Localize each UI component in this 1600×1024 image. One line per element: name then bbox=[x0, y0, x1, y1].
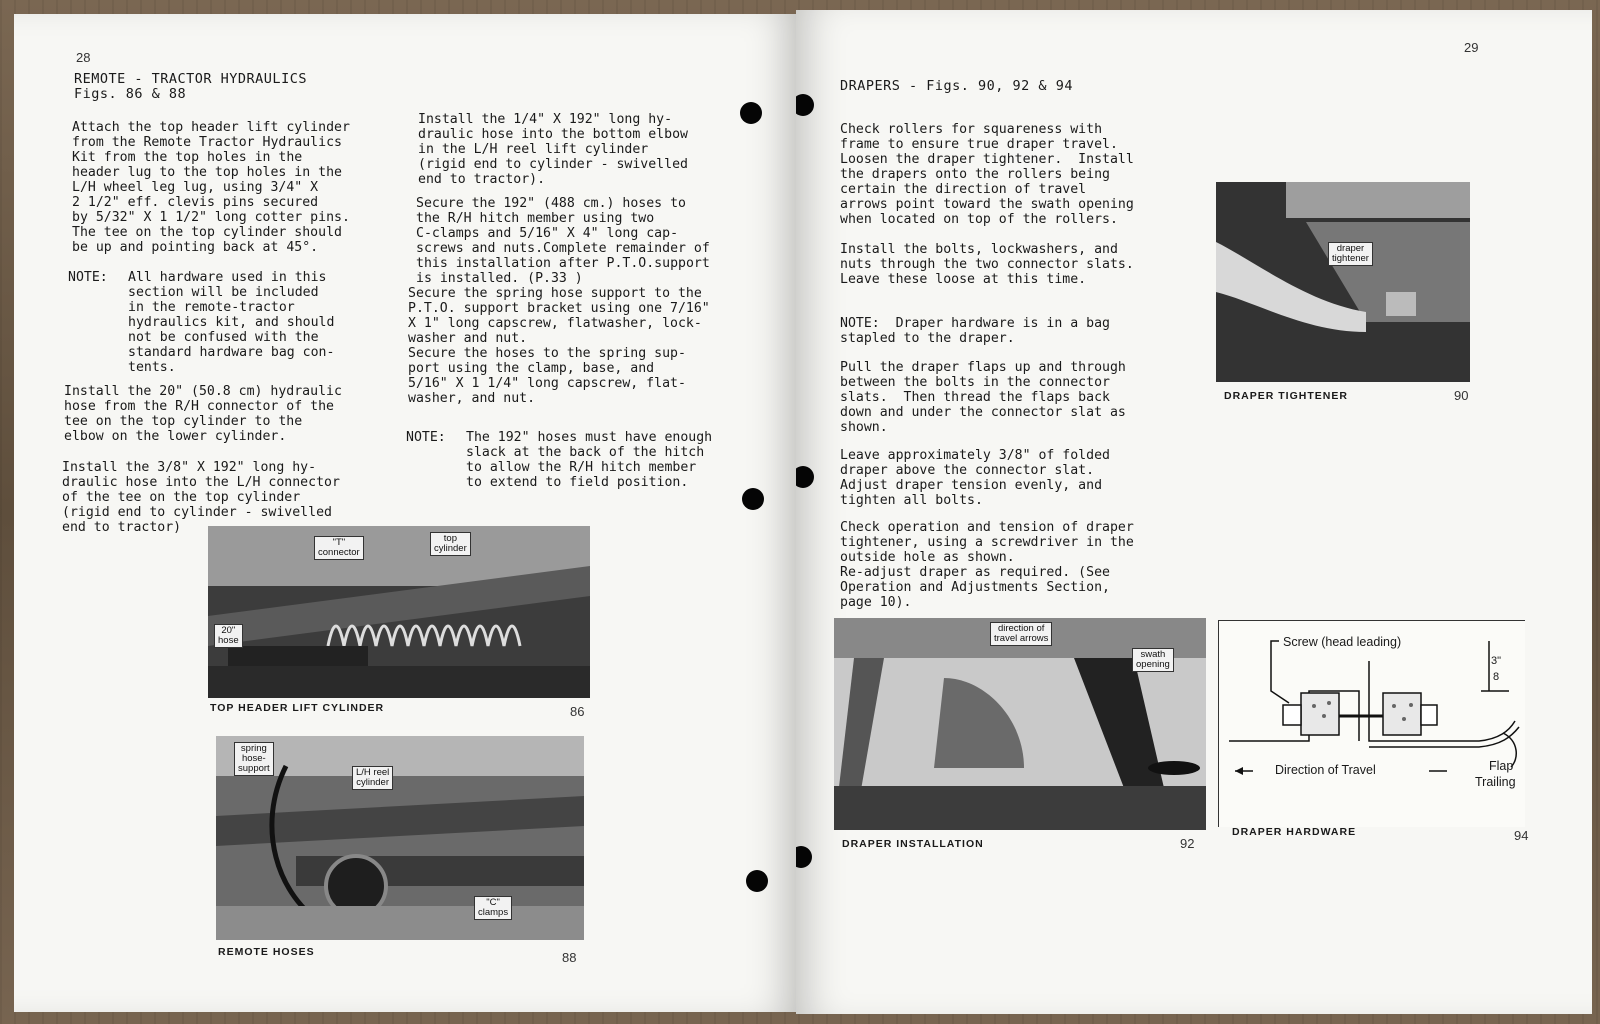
paragraph: Check operation and tension of draper tightener, using a screwdriver in the outside hole as shown. Re-adjust draper as required. (See Operation and Adjustments Section, page 10). bbox=[840, 520, 1134, 610]
note-label: NOTE: bbox=[406, 430, 446, 445]
binding-hole bbox=[796, 846, 812, 868]
figure-92-photo bbox=[834, 618, 1206, 830]
binding-hole bbox=[742, 488, 764, 510]
paragraph: Check rollers for squareness with frame to ensure true draper travel. Loosen the draper tightener. Install the drapers onto the rollers being certain the direction of travel arrows point toward the swath opening when located on top of the rollers. bbox=[840, 122, 1134, 227]
paragraph: Install the 20" (50.8 cm) hydraulic hose from the R/H connector of the tee on the top cylinder to the elbow on the lower cylinder. bbox=[64, 384, 342, 444]
heading-figs: Figs. 86 & 88 bbox=[74, 86, 187, 102]
figure-94-diagram bbox=[1218, 620, 1525, 827]
note: NOTE: Draper hardware is in a bag stapled to the draper. bbox=[840, 316, 1110, 346]
paragraph: Pull the draper flaps up and through between the bolts in the connector slats. Then thread the flaps back down and under the connector slat as shown. bbox=[840, 360, 1126, 435]
figure-number: 90 bbox=[1454, 388, 1469, 403]
heading-title: REMOTE - TRACTOR HYDRAULICS bbox=[74, 71, 307, 87]
callout-20-hose: 20" hose bbox=[214, 624, 243, 648]
section-heading: DRAPERS - Figs. 90, 92 & 94 bbox=[840, 78, 1073, 94]
figure-86-photo bbox=[208, 526, 590, 698]
label-fraction-denominator: 8 bbox=[1493, 671, 1500, 683]
section-heading bbox=[74, 72, 307, 102]
callout-draper-tightener: draper tightener bbox=[1328, 242, 1373, 266]
binding-hole bbox=[740, 102, 762, 124]
figure-90-photo bbox=[1216, 182, 1470, 382]
paragraph: Install the 3/8" X 192" long hy- draulic hose into the L/H connector of the tee on the top cylinder (rigid end to cylinder - swivelled end to tractor) bbox=[62, 460, 340, 535]
page-number: 29 bbox=[1464, 40, 1479, 55]
figure-caption: TOP HEADER LIFT CYLINDER bbox=[210, 702, 385, 714]
figure-number: 94 bbox=[1514, 828, 1529, 843]
figure-caption: DRAPER TIGHTENER bbox=[1224, 390, 1348, 402]
figure-number: 88 bbox=[562, 950, 577, 965]
binding-hole bbox=[796, 466, 814, 488]
callout-t-connector: "T" connector bbox=[314, 536, 364, 560]
figure-number: 92 bbox=[1180, 836, 1195, 851]
right-page bbox=[796, 10, 1592, 1014]
paragraph: Attach the top header lift cylinder from the Remote Tractor Hydraulics Kit from the top holes in the header lug to the top holes in the L/H wheel leg lug, using 3/4" X 2 1/2" eff. clevis pins secured by 5/32" X 1 1/2" long cotter pins. The tee on the top cylinder should be up and pointing back at 45°. bbox=[72, 120, 350, 255]
paragraph: Secure the spring hose support to the P.T.O. support bracket using one 7/16" X 1" long capscrew, flatwasher, lock- washer and nut. Secure the hoses to the spring sup- port using the clamp, base, and 5/16" X 1 1/4" long capscrew, flat- washer, and nut. bbox=[408, 286, 710, 406]
label-trailing: Trailing bbox=[1475, 775, 1516, 789]
note-text: The 192" hoses must have enough slack at the back of the hitch to allow the R/H hitch member to extend to field position. bbox=[466, 430, 713, 490]
note-label: NOTE: bbox=[68, 270, 108, 285]
binding-hole bbox=[746, 870, 768, 892]
callout-direction-arrows: direction of travel arrows bbox=[990, 622, 1052, 646]
figure-number: 86 bbox=[570, 704, 585, 719]
figure-88-photo bbox=[216, 736, 584, 940]
binding-hole bbox=[796, 94, 814, 116]
note-text: All hardware used in this section will be included in the remote-tractor hydraulics kit, and should not be confused with the standard hardware bag con- tents. bbox=[128, 270, 335, 375]
callout-lh-reel-cylinder: L/H reel cylinder bbox=[352, 766, 393, 790]
callout-top-cylinder: top cylinder bbox=[430, 532, 471, 556]
paragraph: Install the 1/4" X 192" long hy- draulic hose into the bottom elbow in the L/H reel lift cylinder (rigid end to cylinder - swivelled end to tractor). bbox=[418, 112, 688, 187]
left-page bbox=[14, 14, 798, 1012]
label-fraction-numerator: 3" bbox=[1491, 655, 1502, 667]
label-direction-of-travel: Direction of Travel bbox=[1275, 763, 1376, 777]
callout-c-clamps: "C" clamps bbox=[474, 896, 512, 920]
figure-caption: DRAPER INSTALLATION bbox=[842, 838, 984, 850]
draper-hardware-drawing bbox=[1219, 621, 1525, 827]
paragraph: Secure the 192" (488 cm.) hoses to the R/H hitch member using two C-clamps and 5/16" X 4" long cap- screws and nuts.Complete remainder of this installation after P.T.O.support is installed. (P.33 ) bbox=[416, 196, 710, 286]
label-flap: Flap bbox=[1489, 759, 1514, 773]
paragraph: Install the bolts, lockwashers, and nuts through the two connector slats. Leave these loose at this time. bbox=[840, 242, 1134, 287]
paragraph: Leave approximately 3/8" of folded draper above the connector slat. Adjust draper tension evenly, and tighten all bolts. bbox=[840, 448, 1110, 508]
page-number: 28 bbox=[76, 50, 91, 65]
label-screw: Screw (head leading) bbox=[1283, 635, 1402, 649]
figure-caption: DRAPER HARDWARE bbox=[1232, 826, 1357, 838]
callout-swath-opening: swath opening bbox=[1132, 648, 1174, 672]
figure-caption: REMOTE HOSES bbox=[218, 946, 315, 958]
callout-spring-hose-support: spring hose- support bbox=[234, 742, 274, 776]
